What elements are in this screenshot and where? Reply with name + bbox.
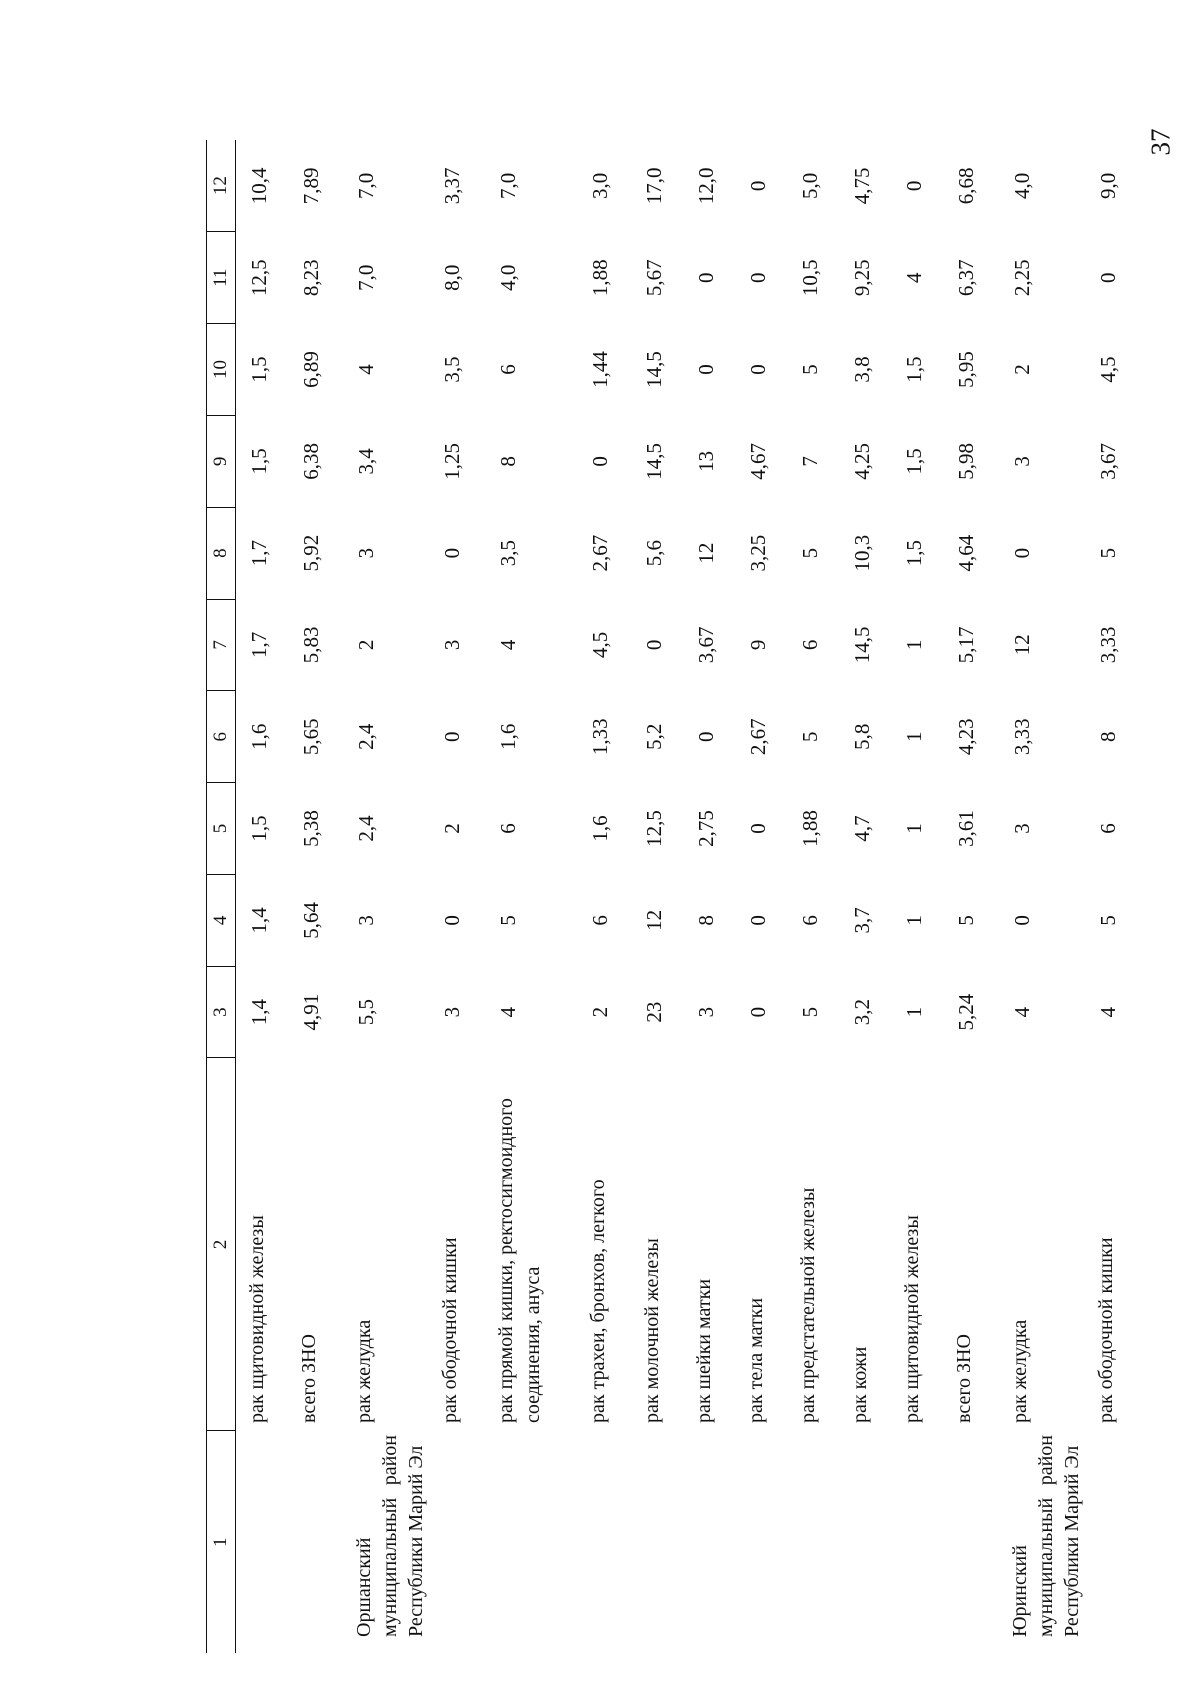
page-number: 37 bbox=[1145, 128, 1176, 156]
value-cell: 3 bbox=[1009, 456, 1034, 467]
region-cell bbox=[943, 1431, 999, 1653]
header-cell: 4 bbox=[207, 874, 236, 966]
diagnosis-cell: всего ЗНО bbox=[297, 1334, 320, 1423]
value-cell: 10,5 bbox=[797, 259, 822, 297]
diagnosis-cell: рак молочной железы bbox=[640, 1238, 663, 1423]
value-cell: 2,75 bbox=[693, 810, 718, 847]
value-cell: 3,7 bbox=[849, 907, 874, 934]
value-cell: 0 bbox=[439, 915, 464, 926]
value-cell: 12,0 bbox=[693, 167, 718, 205]
value-cell: 1,5 bbox=[901, 448, 926, 475]
value-cell: 1,6 bbox=[247, 723, 271, 750]
table-row bbox=[288, 140, 343, 1653]
diagnosis-cell: рак прямой кишки, ректосигмоидного соединения, ануса bbox=[494, 1098, 544, 1423]
value-cell: 1 bbox=[901, 1006, 926, 1018]
table-row bbox=[839, 140, 891, 1653]
value-cell: 1,4 bbox=[247, 907, 271, 934]
value-cell: 0 bbox=[439, 547, 464, 559]
region-cell bbox=[288, 1431, 343, 1653]
diagnosis-cell: рак щитовидной железы bbox=[246, 1215, 268, 1423]
value-cell: 1 bbox=[901, 731, 926, 742]
value-cell: 5,24 bbox=[953, 993, 978, 1031]
value-cell: 6 bbox=[495, 364, 520, 375]
value-cell: 7,0 bbox=[495, 172, 520, 200]
value-cell: 4,67 bbox=[745, 442, 770, 480]
rotated-table-container bbox=[206, 140, 1120, 1653]
value-cell: 3,61 bbox=[953, 810, 978, 847]
value-cell: 12 bbox=[641, 909, 666, 931]
header-cell: 2 bbox=[207, 1058, 236, 1431]
value-cell: 5,6 bbox=[641, 540, 666, 567]
value-cell: 5,0 bbox=[797, 172, 822, 200]
value-cell: 5 bbox=[797, 364, 822, 375]
region-cell bbox=[999, 1431, 1085, 1653]
value-cell: 9,0 bbox=[1095, 172, 1120, 200]
value-cell: 7 bbox=[797, 456, 822, 467]
value-cell: 10,3 bbox=[849, 534, 874, 572]
diagnosis-cell: рак шейки матки bbox=[692, 1278, 715, 1423]
value-cell: 4,75 bbox=[849, 167, 874, 205]
table-row bbox=[999, 140, 1085, 1653]
value-cell: 1,5 bbox=[247, 356, 271, 383]
value-cell: 3,0 bbox=[587, 172, 612, 200]
value-cell: 3,33 bbox=[1009, 718, 1034, 756]
value-cell: 4 bbox=[1095, 1006, 1120, 1018]
table-row bbox=[236, 140, 288, 1653]
value-cell: 3 bbox=[693, 1006, 718, 1018]
diagnosis-cell: рак ободочной кишки bbox=[438, 1237, 461, 1423]
value-cell: 5,98 bbox=[953, 442, 978, 480]
value-cell: 3,67 bbox=[1095, 442, 1120, 480]
value-cell: 1,6 bbox=[495, 723, 520, 750]
value-cell: 2,4 bbox=[353, 815, 378, 842]
value-cell: 1,7 bbox=[247, 540, 271, 567]
value-cell: 6 bbox=[797, 915, 822, 926]
value-cell: 5,83 bbox=[298, 626, 323, 664]
value-cell: 9,25 bbox=[849, 259, 874, 297]
value-cell: 2,67 bbox=[745, 718, 770, 756]
value-cell: 1 bbox=[901, 915, 926, 926]
value-cell: 6 bbox=[587, 915, 612, 926]
incidence-table bbox=[206, 140, 1137, 1653]
table-row bbox=[577, 140, 631, 1653]
value-cell: 5,17 bbox=[953, 626, 978, 664]
value-cell: 7,0 bbox=[353, 264, 378, 291]
value-cell: 2 bbox=[587, 1006, 612, 1018]
diagnosis-cell: рак щитовидной железы bbox=[900, 1215, 923, 1423]
value-cell: 6 bbox=[797, 639, 822, 651]
diagnosis-cell: рак желудка bbox=[352, 1319, 375, 1423]
value-cell: 6,89 bbox=[298, 351, 323, 388]
header-row bbox=[207, 140, 236, 1653]
region-cell bbox=[787, 1431, 839, 1653]
value-cell: 2,67 bbox=[587, 534, 612, 572]
value-cell: 17,0 bbox=[641, 167, 666, 205]
value-cell: 4 bbox=[1009, 1006, 1034, 1018]
value-cell: 12 bbox=[693, 542, 718, 564]
value-cell: 6 bbox=[1095, 823, 1120, 834]
value-cell: 4,0 bbox=[495, 264, 520, 291]
value-cell: 13 bbox=[693, 450, 718, 472]
value-cell: 8,0 bbox=[439, 264, 464, 291]
value-cell: 3,5 bbox=[439, 356, 464, 383]
value-cell: 3,4 bbox=[353, 448, 378, 475]
value-cell: 4,7 bbox=[849, 815, 874, 842]
value-cell: 7,89 bbox=[298, 167, 323, 205]
region-cell bbox=[429, 1431, 485, 1653]
value-cell: 3,25 bbox=[745, 534, 770, 572]
header-cell: 8 bbox=[207, 507, 236, 599]
value-cell: 5,95 bbox=[953, 351, 978, 388]
value-cell: 5 bbox=[953, 915, 978, 926]
value-cell: 5,67 bbox=[641, 259, 666, 297]
value-cell: 2 bbox=[353, 639, 378, 651]
value-cell: 5 bbox=[797, 731, 822, 742]
value-cell: 1,5 bbox=[901, 356, 926, 383]
value-cell: 10,4 bbox=[247, 167, 271, 205]
value-cell: 12 bbox=[1009, 634, 1034, 656]
header-cell: 10 bbox=[207, 324, 236, 416]
region-cell bbox=[1085, 1431, 1137, 1653]
table-row bbox=[343, 140, 429, 1653]
value-cell: 12,5 bbox=[641, 810, 666, 847]
value-cell: 0 bbox=[745, 272, 770, 283]
value-cell: 4,0 bbox=[1009, 172, 1034, 200]
header-cell: 9 bbox=[207, 415, 236, 507]
value-cell: 2,25 bbox=[1009, 259, 1034, 297]
value-cell: 3,5 bbox=[495, 540, 520, 567]
value-cell: 0 bbox=[693, 272, 718, 283]
value-cell: 5,92 bbox=[298, 534, 323, 572]
value-cell: 7,0 bbox=[353, 172, 378, 200]
value-cell: 9 bbox=[745, 639, 770, 651]
diagnosis-cell: рак ободочной кишки bbox=[1094, 1237, 1117, 1423]
value-cell: 0 bbox=[439, 731, 464, 742]
value-cell: 14,5 bbox=[641, 442, 666, 480]
table-row bbox=[1085, 140, 1137, 1653]
value-cell: 6,68 bbox=[953, 167, 978, 205]
value-cell: 3 bbox=[439, 639, 464, 651]
table-row bbox=[631, 140, 683, 1653]
diagnosis-cell: всего ЗНО bbox=[952, 1334, 975, 1423]
region-cell bbox=[683, 1431, 735, 1653]
value-cell: 5 bbox=[1095, 547, 1120, 559]
value-cell: 3 bbox=[439, 1006, 464, 1018]
value-cell: 0 bbox=[745, 364, 770, 375]
region-name: Юринский муниципальный район Республики Марий Эл bbox=[1008, 1435, 1083, 1637]
value-cell: 14,5 bbox=[849, 626, 874, 664]
value-cell: 14,5 bbox=[641, 351, 666, 388]
value-cell: 8 bbox=[1095, 731, 1120, 742]
value-cell: 5,8 bbox=[849, 723, 874, 750]
value-cell: 0 bbox=[745, 1006, 770, 1018]
value-cell: 1,25 bbox=[439, 442, 464, 480]
value-cell: 8 bbox=[495, 456, 520, 467]
value-cell: 1,4 bbox=[247, 998, 271, 1026]
table-row bbox=[787, 140, 839, 1653]
value-cell: 4 bbox=[495, 639, 520, 651]
region-name: Оршанский муниципальный район Республики Марий Эл bbox=[352, 1435, 427, 1637]
table-row bbox=[891, 140, 943, 1653]
value-cell: 6,38 bbox=[298, 442, 323, 480]
value-cell: 5,64 bbox=[298, 901, 323, 939]
value-cell: 2 bbox=[1009, 364, 1034, 375]
header-cell: 11 bbox=[207, 232, 236, 324]
value-cell: 3,8 bbox=[849, 356, 874, 383]
table-row bbox=[485, 140, 577, 1653]
region-cell bbox=[343, 1431, 429, 1653]
diagnosis-cell: рак кожи bbox=[848, 1346, 871, 1423]
value-cell: 0 bbox=[693, 364, 718, 375]
value-cell: 2,4 bbox=[353, 723, 378, 750]
region-cell bbox=[735, 1431, 787, 1653]
value-cell: 1,5 bbox=[247, 815, 271, 842]
value-cell: 4,91 bbox=[298, 993, 323, 1031]
value-cell: 12,5 bbox=[247, 259, 271, 297]
value-cell: 5,65 bbox=[298, 718, 323, 756]
value-cell: 6 bbox=[495, 823, 520, 834]
table-row bbox=[683, 140, 735, 1653]
region-cell bbox=[631, 1431, 683, 1653]
value-cell: 4,23 bbox=[953, 718, 978, 756]
diagnosis-cell: рак предстательной железы bbox=[796, 1187, 819, 1423]
value-cell: 0 bbox=[1095, 272, 1120, 283]
value-cell: 1,5 bbox=[901, 540, 926, 567]
region-cell bbox=[236, 1431, 288, 1653]
value-cell: 4,25 bbox=[849, 442, 874, 480]
value-cell: 5,5 bbox=[353, 998, 378, 1026]
value-cell: 3 bbox=[353, 547, 378, 559]
value-cell: 2 bbox=[439, 823, 464, 834]
value-cell: 0 bbox=[901, 180, 926, 192]
value-cell: 0 bbox=[1009, 547, 1034, 559]
value-cell: 3,33 bbox=[1095, 626, 1120, 664]
value-cell: 3,2 bbox=[849, 998, 874, 1026]
table-row bbox=[735, 140, 787, 1653]
table-row bbox=[429, 140, 485, 1653]
value-cell: 1,88 bbox=[587, 259, 612, 297]
header-cell: 3 bbox=[207, 966, 236, 1058]
value-cell: 3 bbox=[1009, 823, 1034, 834]
table-body bbox=[236, 140, 1137, 1653]
header-cell: 1 bbox=[207, 1431, 236, 1653]
value-cell: 5 bbox=[797, 547, 822, 559]
value-cell: 3,67 bbox=[693, 626, 718, 664]
region-cell bbox=[577, 1431, 631, 1653]
value-cell: 0 bbox=[587, 456, 612, 467]
value-cell: 6,37 bbox=[953, 259, 978, 297]
value-cell: 5,2 bbox=[641, 723, 666, 750]
header-cell: 12 bbox=[207, 140, 236, 232]
value-cell: 0 bbox=[693, 731, 718, 742]
value-cell: 5 bbox=[1095, 915, 1120, 926]
value-cell: 4 bbox=[353, 364, 378, 375]
value-cell: 4 bbox=[901, 272, 926, 283]
region-cell bbox=[891, 1431, 943, 1653]
value-cell: 0 bbox=[745, 823, 770, 834]
value-cell: 3 bbox=[353, 915, 378, 926]
value-cell: 4,5 bbox=[1095, 356, 1120, 383]
value-cell: 4,64 bbox=[953, 534, 978, 572]
value-cell: 1 bbox=[901, 823, 926, 834]
value-cell: 4 bbox=[495, 1006, 520, 1018]
value-cell: 0 bbox=[745, 915, 770, 926]
diagnosis-cell: рак трахеи, бронхов, легкого bbox=[586, 1179, 609, 1423]
header-cell: 6 bbox=[207, 691, 236, 783]
value-cell: 8,23 bbox=[298, 259, 323, 297]
region-cell bbox=[839, 1431, 891, 1653]
table-header bbox=[207, 140, 236, 1653]
table-row bbox=[943, 140, 999, 1653]
value-cell: 1 bbox=[901, 639, 926, 651]
value-cell: 5 bbox=[797, 1006, 822, 1018]
value-cell: 5 bbox=[495, 915, 520, 926]
value-cell: 1,88 bbox=[797, 810, 822, 847]
value-cell: 1,7 bbox=[247, 631, 271, 659]
value-cell: 1,44 bbox=[587, 351, 612, 388]
value-cell: 0 bbox=[1009, 915, 1034, 926]
value-cell: 5,38 bbox=[298, 810, 323, 847]
value-cell: 1,5 bbox=[247, 448, 271, 475]
value-cell: 0 bbox=[641, 639, 666, 651]
value-cell: 1,33 bbox=[587, 718, 612, 756]
header-cell: 5 bbox=[207, 783, 236, 875]
value-cell: 1,6 bbox=[587, 815, 612, 842]
diagnosis-cell: рак желудка bbox=[1008, 1319, 1031, 1423]
value-cell: 8 bbox=[693, 915, 718, 926]
value-cell: 0 bbox=[745, 180, 770, 192]
region-cell bbox=[485, 1431, 577, 1653]
value-cell: 3,37 bbox=[439, 167, 464, 205]
value-cell: 4,5 bbox=[587, 631, 612, 659]
value-cell: 23 bbox=[641, 1001, 666, 1023]
header-cell: 7 bbox=[207, 599, 236, 691]
diagnosis-cell: рак тела матки bbox=[744, 1297, 767, 1423]
